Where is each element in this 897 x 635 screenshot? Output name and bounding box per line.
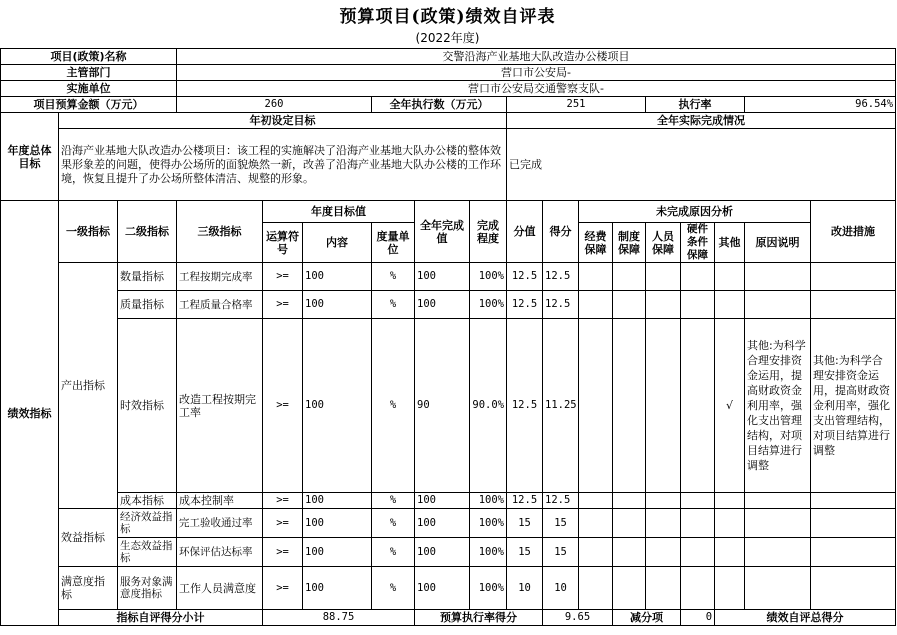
actual-cell: 90 xyxy=(415,319,470,493)
op-cell: >= xyxy=(263,263,303,291)
score-cell: 15 xyxy=(543,509,579,538)
desc-cell xyxy=(745,538,811,567)
r-sys-cell xyxy=(613,263,646,291)
budget-value: 260 xyxy=(177,97,372,113)
op-cell: >= xyxy=(263,509,303,538)
r-sys-cell xyxy=(613,319,646,493)
budget-row xyxy=(1,97,896,113)
goals-content-row xyxy=(1,129,896,201)
subtotal-label: 指标自评得分小计 xyxy=(59,610,263,626)
score-cell: 12.5 xyxy=(543,291,579,319)
r-staff-cell xyxy=(646,567,681,610)
desc-cell xyxy=(745,509,811,538)
r-hw-cell xyxy=(681,291,715,319)
level3-cell: 完工验收通过率 xyxy=(177,509,263,538)
r-other-header: 其他 xyxy=(715,223,745,263)
improve-cell xyxy=(811,291,896,319)
r-fund-cell xyxy=(579,319,613,493)
r-hw-cell xyxy=(681,493,715,509)
r-fund-cell xyxy=(579,291,613,319)
level3-header: 三级指标 xyxy=(177,201,263,263)
completion-cell: 100% xyxy=(470,291,507,319)
content-cell: 100 xyxy=(303,493,372,509)
score-value-cell: 15 xyxy=(507,509,543,538)
rate-label: 执行率 xyxy=(646,97,745,113)
reasons-group-header: 未完成原因分析 xyxy=(579,201,811,223)
completion-cell: 100% xyxy=(470,538,507,567)
op-cell: >= xyxy=(263,493,303,509)
actual-cell: 100 xyxy=(415,493,470,509)
level2-cell: 服务对象满意度指标 xyxy=(118,567,177,610)
goals-header-row xyxy=(1,113,896,129)
level1-benefit: 效益指标 xyxy=(59,509,118,567)
project-name-row xyxy=(1,49,896,65)
score-value-cell: 12.5 xyxy=(507,291,543,319)
r-desc-header: 原因说明 xyxy=(745,223,811,263)
content-cell: 100 xyxy=(303,291,372,319)
op-cell: >= xyxy=(263,538,303,567)
r-fund-header: 经费保障 xyxy=(579,223,613,263)
r-fund-cell xyxy=(579,538,613,567)
completion-cell: 100% xyxy=(470,567,507,610)
rate-value: 96.54% xyxy=(745,97,896,113)
level2-cell: 生态效益指标 xyxy=(118,538,177,567)
score-value-cell: 12.5 xyxy=(507,319,543,493)
r-sys-cell xyxy=(613,291,646,319)
score-cell: 15 xyxy=(543,538,579,567)
dept-label: 主管部门 xyxy=(1,65,177,81)
unit-cell: % xyxy=(372,263,415,291)
level2-cell: 经济效益指标 xyxy=(118,509,177,538)
score-cell: 12.5 xyxy=(543,263,579,291)
level2-cell: 时效指标 xyxy=(118,319,177,493)
table-row xyxy=(1,493,896,509)
score-value-cell: 12.5 xyxy=(507,493,543,509)
completion-cell: 100% xyxy=(470,493,507,509)
improve-cell: 其他:为科学合理安排资金运用，提高财政资金利用率，强化支出管理结构，对项目结算进行调整 xyxy=(811,319,896,493)
level3-cell: 工程质量合格率 xyxy=(177,291,263,319)
actual-completion-text: 已完成 xyxy=(507,129,896,201)
level3-cell: 成本控制率 xyxy=(177,493,263,509)
completion-cell: 100% xyxy=(470,509,507,538)
level1-satisfaction: 满意度指标 xyxy=(59,567,118,610)
op-cell: >= xyxy=(263,291,303,319)
impl-row xyxy=(1,81,896,97)
score-value-header: 分值 xyxy=(507,201,543,263)
content-header: 内容 xyxy=(303,223,372,263)
desc-cell xyxy=(745,291,811,319)
r-staff-cell xyxy=(646,509,681,538)
score-cell: 11.25 xyxy=(543,319,579,493)
subtotal-value: 88.75 xyxy=(263,610,415,626)
r-hw-cell xyxy=(681,567,715,610)
score-value-cell: 12.5 xyxy=(507,263,543,291)
r-fund-cell xyxy=(579,263,613,291)
r-sys-cell xyxy=(613,538,646,567)
r-staff-cell xyxy=(646,291,681,319)
score-value-cell: 15 xyxy=(507,538,543,567)
exec-label: 全年执行数（万元） xyxy=(372,97,507,113)
improve-cell xyxy=(811,567,896,610)
unit-cell: % xyxy=(372,567,415,610)
r-staff-cell xyxy=(646,263,681,291)
budget-score-value: 9.65 xyxy=(543,610,613,626)
evaluation-table xyxy=(0,48,896,626)
perf-label: 绩效指标 xyxy=(1,201,59,626)
dept-value: 营口市公安局- xyxy=(177,65,896,81)
level2-cell: 成本指标 xyxy=(118,493,177,509)
score-header: 得分 xyxy=(543,201,579,263)
deduct-label: 减分项 xyxy=(613,610,681,626)
score-value-cell: 10 xyxy=(507,567,543,610)
total-label: 绩效自评总得分 xyxy=(715,610,896,626)
actual-cell: 100 xyxy=(415,567,470,610)
r-staff-cell xyxy=(646,319,681,493)
r-sys-cell xyxy=(613,493,646,509)
level3-cell: 工程按期完成率 xyxy=(177,263,263,291)
level3-cell: 改造工程按期完工率 xyxy=(177,319,263,493)
r-other-cell xyxy=(715,263,745,291)
exec-value: 251 xyxy=(507,97,646,113)
unit-cell: % xyxy=(372,538,415,567)
goals-label: 年度总体目标 xyxy=(1,113,59,201)
r-hw-cell xyxy=(681,509,715,538)
level2-header: 二级指标 xyxy=(118,201,177,263)
r-other-cell xyxy=(715,509,745,538)
content-cell: 100 xyxy=(303,509,372,538)
indicator-header-row-1 xyxy=(1,201,896,223)
content-cell: 100 xyxy=(303,319,372,493)
level3-cell: 环保评估达标率 xyxy=(177,538,263,567)
initial-goal-header: 年初设定目标 xyxy=(59,113,507,129)
op-cell: >= xyxy=(263,319,303,493)
level3-cell: 工作人员满意度 xyxy=(177,567,263,610)
target-group-header: 年度目标值 xyxy=(263,201,415,223)
r-hw-cell xyxy=(681,538,715,567)
actual-completion-header: 全年实际完成情况 xyxy=(507,113,896,129)
r-other-cell xyxy=(715,493,745,509)
completion-header: 完成程度 xyxy=(470,201,507,263)
unit-cell: % xyxy=(372,291,415,319)
improve-cell xyxy=(811,538,896,567)
project-name-label: 项目(政策)名称 xyxy=(1,49,177,65)
r-staff-header: 人员保障 xyxy=(646,223,681,263)
level1-header: 一级指标 xyxy=(59,201,118,263)
desc-cell: 其他:为科学合理安排资金运用，提高财政资金利用率，强化支出管理结构，对项目结算进行调整 xyxy=(745,319,811,493)
op-cell: >= xyxy=(263,567,303,610)
r-hw-header: 硬件条件保障 xyxy=(681,223,715,263)
score-cell: 10 xyxy=(543,567,579,610)
r-fund-cell xyxy=(579,509,613,538)
budget-score-label: 预算执行率得分 xyxy=(415,610,543,626)
r-fund-cell xyxy=(579,567,613,610)
actual-cell: 100 xyxy=(415,538,470,567)
r-other-cell xyxy=(715,567,745,610)
unit-cell: % xyxy=(372,493,415,509)
r-staff-cell xyxy=(646,538,681,567)
table-row xyxy=(1,263,896,291)
completion-cell: 100% xyxy=(470,263,507,291)
footer-row xyxy=(1,610,896,626)
improve-cell xyxy=(811,493,896,509)
completion-cell: 90.0% xyxy=(470,319,507,493)
r-sys-header: 制度保障 xyxy=(613,223,646,263)
initial-goal-text: 沿海产业基地大队改造办公楼项目：该工程的实施解决了沿海产业基地大队办公楼的整体效果形象差的问题，使得办公场所的面貌焕然一新，改善了沿海产业基地大队办公楼的工作环境，恢复且提升了办公场所整体清洁、规整的形象。 xyxy=(59,129,507,201)
level2-cell: 数量指标 xyxy=(118,263,177,291)
deduct-value: 0 xyxy=(681,610,715,626)
content-cell: 100 xyxy=(303,263,372,291)
r-fund-cell xyxy=(579,493,613,509)
page-subtitle: (2022年度) xyxy=(415,31,480,45)
actual-cell: 100 xyxy=(415,509,470,538)
dept-row xyxy=(1,65,896,81)
content-cell: 100 xyxy=(303,538,372,567)
budget-label: 项目预算金额（万元） xyxy=(1,97,177,113)
table-row xyxy=(1,538,896,567)
full-year-header: 全年完成值 xyxy=(415,201,470,263)
desc-cell xyxy=(745,567,811,610)
unit-cell: % xyxy=(372,509,415,538)
page-title: 预算项目(政策)绩效自评表 xyxy=(339,7,556,27)
r-other-cell xyxy=(715,538,745,567)
desc-cell xyxy=(745,493,811,509)
table-row xyxy=(1,509,896,538)
level1-output: 产出指标 xyxy=(59,263,118,509)
improve-cell xyxy=(811,509,896,538)
level2-cell: 质量指标 xyxy=(118,291,177,319)
impl-value: 营口市公安局交通警察支队- xyxy=(177,81,896,97)
content-cell: 100 xyxy=(303,567,372,610)
improve-header: 改进措施 xyxy=(811,201,896,263)
r-other-cell: √ xyxy=(715,319,745,493)
score-cell: 12.5 xyxy=(543,493,579,509)
r-hw-cell xyxy=(681,319,715,493)
unit-header: 度量单位 xyxy=(372,223,415,263)
r-hw-cell xyxy=(681,263,715,291)
actual-cell: 100 xyxy=(415,263,470,291)
impl-label: 实施单位 xyxy=(1,81,177,97)
unit-cell: % xyxy=(372,319,415,493)
r-sys-cell xyxy=(613,567,646,610)
r-sys-cell xyxy=(613,509,646,538)
table-row xyxy=(1,567,896,610)
desc-cell xyxy=(745,263,811,291)
table-row xyxy=(1,291,896,319)
r-other-cell xyxy=(715,291,745,319)
table-row xyxy=(1,319,896,493)
op-header: 运算符号 xyxy=(263,223,303,263)
r-staff-cell xyxy=(646,493,681,509)
project-name-value: 交警沿海产业基地大队改造办公楼项目 xyxy=(177,49,896,65)
improve-cell xyxy=(811,263,896,291)
actual-cell: 100 xyxy=(415,291,470,319)
